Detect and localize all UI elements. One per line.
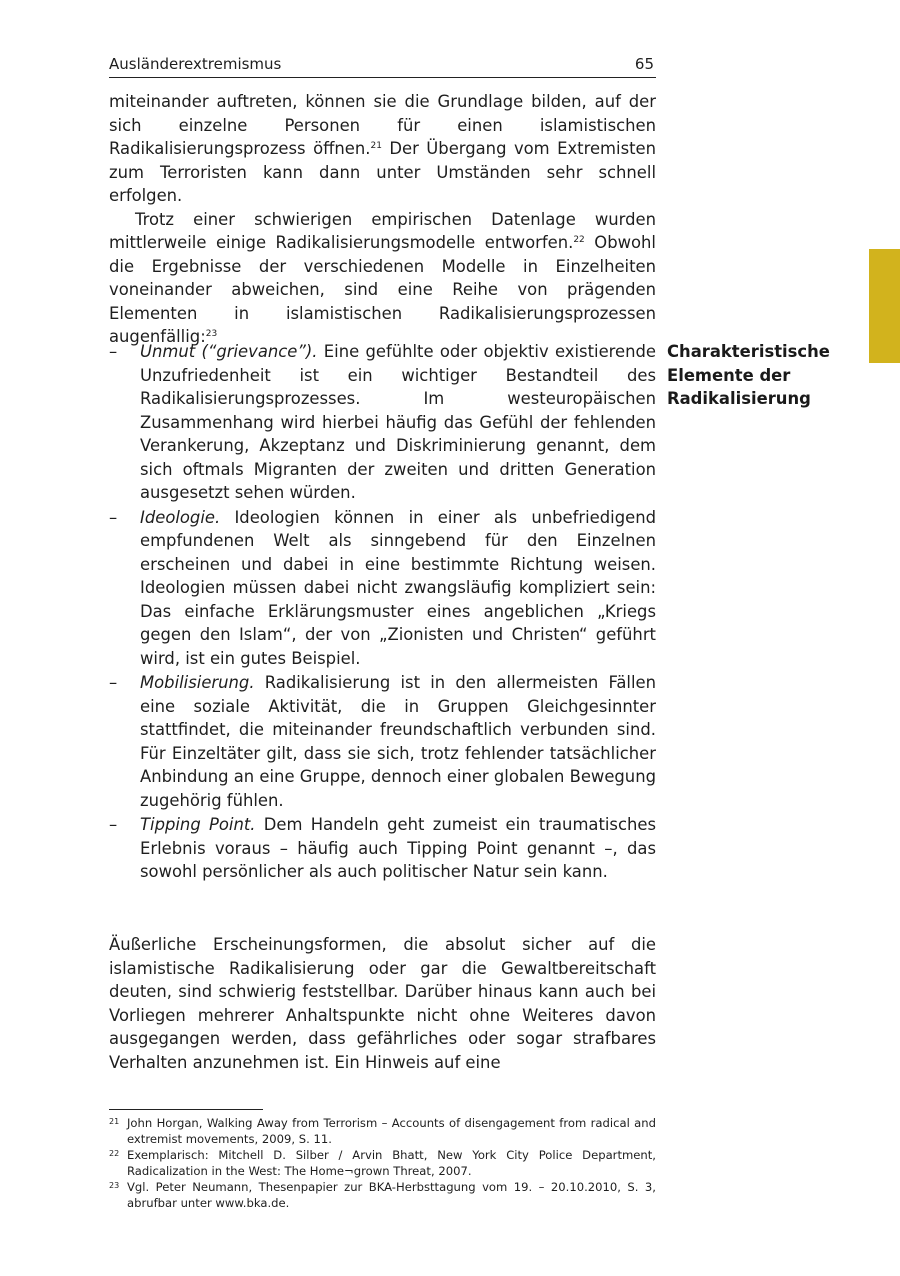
footnote: 23 Vgl. Peter Neumann, Thesenpapier zur BKA-Herbsttagung vom 19. – 20.10.2010, S. 3, abrufbar unter www.bka.de. bbox=[109, 1180, 656, 1210]
footnote: 22 Exemplarisch: Mitchell D. Silber / Arvin Bhatt, New York City Police Department, Radicalization in the West: The Home¬grown Threat, 2007. bbox=[109, 1148, 656, 1178]
list-item: – Mobilisierung. Radikalisierung ist in den allermeisten Fällen eine soziale Aktivität, die in Gruppen Gleichgesinnter stattfindet, die miteinander freundschaftlich verbunden sind. Für Einzeltäter gilt, dass sie sich, trotz fehlender tatsächlicher Anbindung an eine Gruppe, dennoch einer globalen Bewegung zugehörig fühlen. bbox=[109, 673, 656, 810]
chapter-tab-marker bbox=[869, 249, 900, 363]
running-header bbox=[109, 53, 656, 78]
footnote-ref-22[interactable]: 22 bbox=[573, 235, 585, 245]
footnotes bbox=[109, 1116, 656, 1212]
list-term: Ideologie. bbox=[140, 507, 221, 527]
footnote-ref-21[interactable]: 21 bbox=[370, 141, 382, 151]
page-number: 65 bbox=[634, 55, 654, 73]
list-item: – Ideologie. Ideologien können in einer als unbefriedigend empfundenen Welt als sinngebend für den Einzelnen erscheinen und dabei in eine bestimmte Richtung weisen. Ideologien müssen dabei nicht zwangsläufig kompliziert sein: Das einfache Erklärungsmuster eines angeblichen „Kriegs gegen den Islam“, der von „Zionisten und Christen“ geführt wird, ist ein gutes Beispiel. bbox=[109, 507, 656, 668]
footnote: 21 John Horgan, Walking Away from Terrorism – Accounts of disengagement from radical and extremist movements, 2009, S. 11. bbox=[109, 1116, 656, 1146]
list-term: Tipping Point. bbox=[140, 815, 256, 834]
margin-note: Charakteristische Elemente der Radikalisierung bbox=[667, 342, 830, 408]
list-term: Mobilisierung. bbox=[140, 673, 255, 692]
elements-list bbox=[109, 340, 656, 885]
footnote-divider bbox=[109, 1109, 263, 1110]
list-item: – Unmut (“grievance”). Eine gefühlte oder objektiv existierende Unzufriedenheit ist ein wichtiger Bestandteil des Radikalisierungsprozesses. Im westeuropäischen Zusammenhang wird hierbei häufig das Gefühl der fehlenden Verankerung, Akzeptanz und Diskriminierung genannt, dem sich oftmals Migranten der zweiten und dritten Generation ausgesetzt sehen würden. bbox=[109, 342, 656, 502]
paragraph-2: Trotz einer schwierigen empirischen Datenlage wurden mittlerweile einige Radikalisierungsmodelle entworfen.$^{22}$ Obwohl die Ergebnisse der verschiedenen Modelle in Einzelheiten voneinander abweichen, sind eine Reihe von prägenden Elementen in islamistischen Radikalisierungsprozessen augenfällig:$^{23}$ bbox=[109, 209, 656, 346]
list-item: – Tipping Point. Dem Handeln geht zumeist ein traumatisches Erlebnis voraus – häufig auch Tipping Point genannt –, das sowohl persönlicher als auch politischer Natur sein kann. bbox=[109, 815, 656, 881]
paragraph-3: Äußerliche Erscheinungsformen, die absolut sicher auf die islamistische Radikalisierung oder gar die Gewaltbereitschaft deuten, sind schwierig feststellbar. Darüber hinaus kann auch bei Vorliegen mehrerer Anhaltspunkte nicht ohne Weiteres davon ausgegangen werden, dass gefährliches oder sogar strafbares Verhalten anzunehmen ist. Ein Hinweis auf eine bbox=[109, 935, 656, 1072]
footnote-ref-23[interactable]: 23 bbox=[205, 329, 218, 339]
paragraph-intro bbox=[109, 90, 656, 349]
header-title: Ausländerextremismus bbox=[109, 55, 282, 73]
list-term: Unmut (“grievance”). bbox=[140, 342, 318, 361]
paragraph-1: miteinander auftreten, können sie die Grundlage bilden, auf der sich einzelne Personen für einen islamistischen Radikalisierungsprozess öffnen.$^{21}$ Der Übergang vom Extremisten zum Terroristen kann dann unter Umständen sehr schnell erfolgen. bbox=[109, 92, 657, 205]
